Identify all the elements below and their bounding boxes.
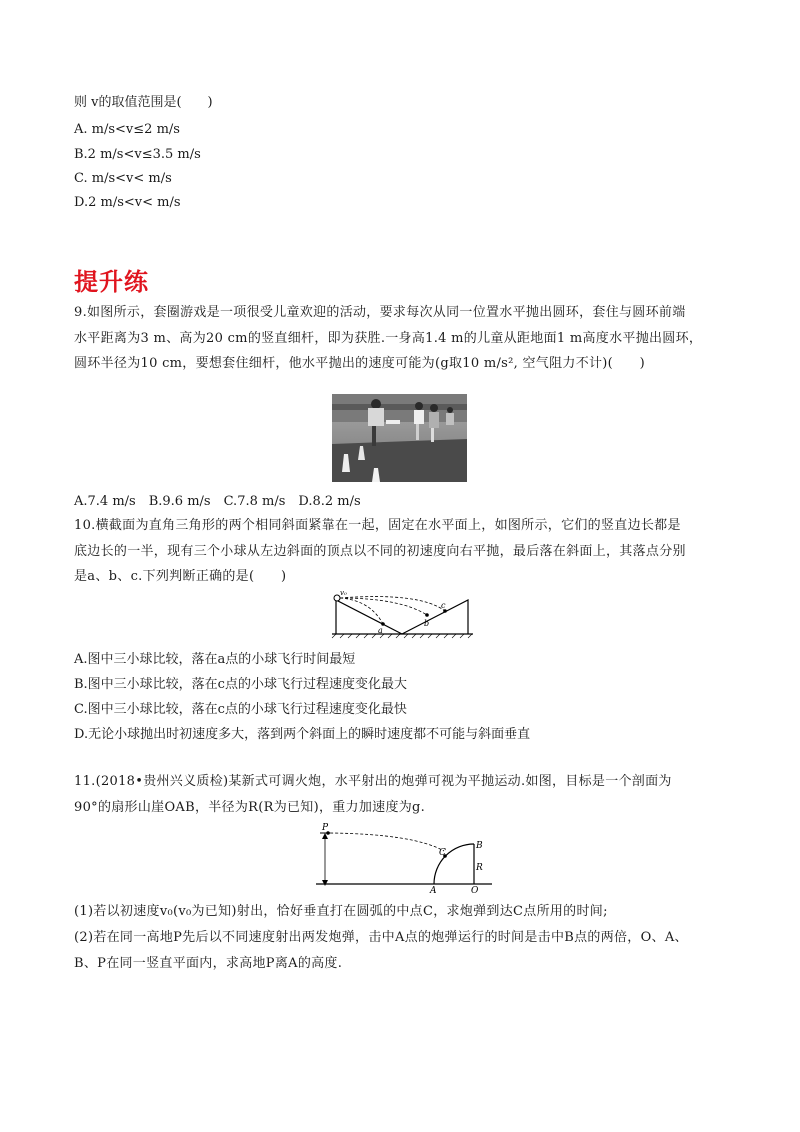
ring-toss-photo-drawing bbox=[332, 394, 467, 482]
label-o: O bbox=[471, 886, 479, 896]
label-c: c bbox=[441, 601, 446, 610]
q10-line-3: 是a、b、c.下列判断正确的是( ) bbox=[74, 569, 287, 584]
q9-line-1: 9.如图所示，套圈游戏是一项很受儿童欢迎的活动，要求每次从同一位置水平抛出圆环，套住与圆环前端 bbox=[74, 305, 686, 320]
q11-part-1: (1)若以初速度v₀(v₀为已知)射出，恰好垂直打在圆弧的中点C，求炮弹到达C点所用的时间; bbox=[74, 904, 608, 919]
v0-label: v₀ bbox=[340, 589, 347, 597]
option-b: B.2 m/s<v≤3.5 m/s bbox=[74, 147, 201, 162]
section-heading: 提升练 bbox=[74, 268, 149, 296]
label-b: b bbox=[424, 619, 430, 628]
trajectory-b bbox=[340, 598, 427, 615]
option-d: D.2 m/s<v< m/s bbox=[74, 195, 181, 210]
label-b: B bbox=[476, 841, 483, 851]
q10-line-2: 底边长的一半，现有三个小球从左边斜面的顶点以不同的初速度向右平抛，最后落在斜面上，其落点分别 bbox=[74, 544, 686, 559]
label-c: C bbox=[439, 848, 446, 858]
question-stem: 则 v的取值范围是( ) bbox=[74, 95, 213, 110]
incline-outline bbox=[336, 600, 468, 634]
q10-option-c: C.图中三小球比较，落在c点的小球飞行过程速度变化最快 bbox=[74, 702, 407, 717]
ring-toss-photo bbox=[332, 394, 467, 482]
label-r: R bbox=[476, 863, 483, 873]
trajectory-c bbox=[340, 597, 445, 611]
q9-line-2: 水平距离为3 m、高为20 cm的竖直细杆，即为获胜.一身高1.4 m的儿童从距地面1 m高度水平抛出圆环， bbox=[74, 331, 703, 346]
q11-cliff-figure bbox=[314, 822, 494, 896]
label-a: a bbox=[378, 626, 383, 635]
q10-line-1: 10.横截面为直角三角形的两个相同斜面紧靠在一起，固定在水平面上，如图所示，它们的竖直边长都是 bbox=[74, 518, 681, 533]
q10-incline-figure bbox=[330, 588, 475, 640]
q11-line-2: 90°的扇形山崖OAB，半径为R(R为已知)，重力加速度为g. bbox=[74, 800, 426, 815]
label-a: A bbox=[430, 886, 437, 896]
label-p: P bbox=[322, 823, 329, 833]
trajectory-a bbox=[340, 598, 383, 624]
height-arrow-down bbox=[322, 880, 328, 886]
q10-option-d: D.无论小球抛出时初速度多大，落到两个斜面上的瞬时速度都不可能与斜面垂直 bbox=[74, 727, 531, 742]
q11-line-1: 11.(2018•贵州兴义质检)某新式可调火炮，水平射出的炮弹可视为平抛运动.如图，目标是一个剖面为 bbox=[74, 774, 672, 789]
q11-part-2: (2)若在同一高地P先后以不同速度射出两发炮弹，击中A点的炮弹运行的时间是击中B点的两倍，O、A、 bbox=[74, 930, 688, 945]
option-a: A. m/s<v≤2 m/s bbox=[74, 122, 180, 137]
point-b bbox=[425, 613, 429, 617]
q9-options: A.7.4 m/s B.9.6 m/s C.7.8 m/s D.8.2 m/s bbox=[74, 494, 361, 509]
q10-option-b: B.图中三小球比较，落在c点的小球飞行过程速度变化最大 bbox=[74, 677, 407, 692]
q10-option-a: A.图中三小球比较，落在a点的小球飞行时间最短 bbox=[74, 652, 356, 667]
q9-line-3: 圆环半径为10 cm，要想套住细杆，他水平抛出的速度可能为(g取10 m/s², 空气阻力不计)( ) bbox=[74, 356, 646, 371]
q11-part-2-cont: B、P在同一竖直平面内，求高地P离A的高度. bbox=[74, 956, 343, 971]
option-c: C. m/s<v< m/s bbox=[74, 171, 172, 186]
shell-trajectory bbox=[330, 833, 444, 851]
